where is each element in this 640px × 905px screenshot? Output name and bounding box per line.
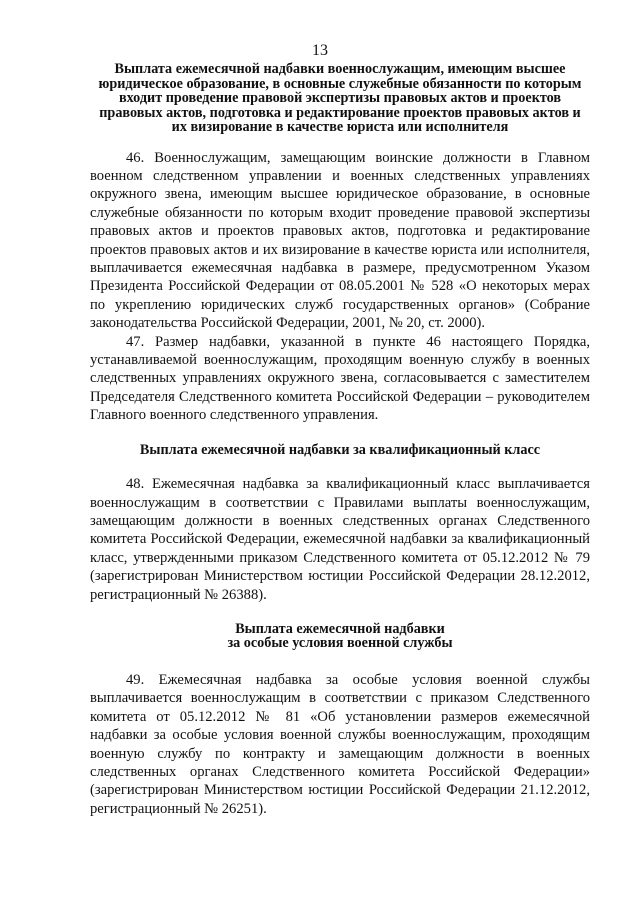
paragraph-48: 48. Ежемесячная надбавка за квалификационный класс выплачивается военнослужащим в соответствии с Правилами выплаты военнослужащим, замещающим должности в военных следственных органах Следственного комитета Российской Федерации, ежемесячной надбавки за квалификационный класс, утвержденными приказом Следственного комитета от 05.12.2012 № 79 (зарегистрирован Министерством юстиции Российской Федерации 28.12.2012, регистрационный № 26388).: [90, 476, 590, 603]
section-heading-special-conditions: [90, 622, 590, 651]
section-heading-line-2: за особые условия военной службы: [227, 635, 453, 652]
section-heading-line-1: Выплата ежемесячной надбавки: [235, 620, 445, 637]
section-heading-qualification-allowance: Выплата ежемесячной надбавки за квалификационный класс: [139, 441, 541, 458]
document-body: [90, 62, 590, 818]
paragraph-47: 47. Размер надбавки, указанной в пункте 46 настоящего Порядка, устанавливаемой военнослужащим, проходящим военную службу в военных следственных управлениях окружного звена, согласовывается с заместителем Председателя Следственного комитета Российской Федерации – руководителем Главного военного следственного управления.: [90, 333, 590, 424]
section-heading-legal-allowance: Выплата ежемесячной надбавки военнослужащим, имеющим высшее юридическое образование, в основные служебные обязанности по которым входит проведение правовой экспертизы правовых актов и проектов правовых актов, подготовка и редактирование проектов правовых актов и их визирование в качестве юриста или исполнителя: [98, 61, 582, 135]
paragraph-46: 46. Военнослужащим, замещающим воинские должности в Главном военном следственном управлении и военных следственных управлениях окружного звена, имеющим высшее юридическое образование, в основные служебные обязанности по которым входит проведение правовой экспертизы правовых актов и проектов правовых актов, подготовка и редактирование проектов правовых актов и их визирование в качестве юриста или исполнителя, выплачивается ежемесячная надбавка в размере, предусмотренном Указом Президента Российской Федерации от 08.05.2001 № 528 «О некоторых мерах по укреплению юридических служб государственных органов» (Собрание законодательства Российской Федерации, 2001, № 20, ст. 2000).: [90, 149, 590, 332]
page-number: 13: [312, 42, 328, 59]
paragraph-49: 49. Ежемесячная надбавка за особые условия военной службы выплачивается военнослужащим в соответствии с приказом Следственного комитета от 05.12.2012 № 81 «Об установлении размеров ежемесячной надбавки за особые условия военной службы военнослужащим, проходящим военную службу по контракту и замещающим должности в военных следственных органах Следственного комитета Российской Федерации» (зарегистрирован Министерством юстиции Российской Федерации 21.12.2012, регистрационный № 26251).: [90, 671, 590, 817]
